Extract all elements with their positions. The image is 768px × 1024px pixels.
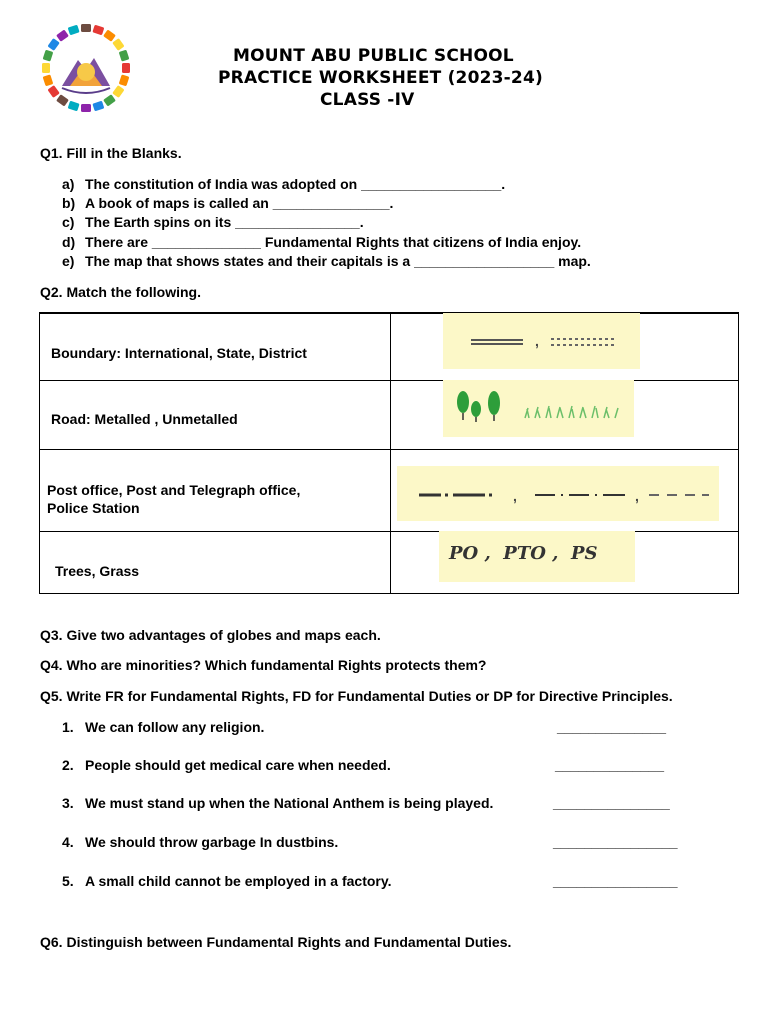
logo-ring-segment xyxy=(119,74,130,86)
logo-ring-segment xyxy=(92,25,104,36)
school-logo-icon xyxy=(38,24,134,112)
po-pto-ps-label: PO , PTO , PS xyxy=(449,543,598,564)
answer-blank[interactable]: ________________ xyxy=(553,834,678,850)
po-pto-ps-symbol xyxy=(439,531,635,582)
match-table xyxy=(39,312,739,594)
boundary-lines-icon xyxy=(443,313,640,369)
match-left-item: Road: Metalled , Unmetalled xyxy=(51,411,238,427)
q5-item: 2. People should get medical care when needed. xyxy=(62,757,391,773)
logo-ring-segment xyxy=(43,50,54,62)
q5-item: 1. We can follow any religion. xyxy=(62,719,265,735)
logo-ring-segment xyxy=(112,85,124,98)
class-label: CLASS -IV xyxy=(320,90,415,110)
road-lines-symbol xyxy=(397,466,719,521)
logo-ring-segment xyxy=(119,50,130,62)
q5-item: 4. We should throw garbage In dustbins. xyxy=(62,834,339,850)
school-logo xyxy=(38,24,134,112)
q3-heading: Q3. Give two advantages of globes and maps each. xyxy=(40,627,381,643)
logo-ring-segment xyxy=(56,29,69,41)
q5-item: 3. We must stand up when the National Anthem is being played. xyxy=(62,795,494,811)
q4-heading: Q4. Who are minorities? Which fundamental Rights protects them? xyxy=(40,657,487,673)
match-left-item: Post office, Post and Telegraph office, Police Station xyxy=(47,482,301,516)
q1-item: c) The Earth spins on its ________________. xyxy=(62,214,364,230)
logo-ring-segment xyxy=(68,25,80,36)
q1-item: a) The constitution of India was adopted on __________________. xyxy=(62,176,506,192)
logo-ring-segment xyxy=(103,94,116,106)
answer-blank[interactable]: _______________ xyxy=(553,795,670,811)
q1-item: e) The map that shows states and their capitals is a __________________ map. xyxy=(62,253,591,269)
q6-heading: Q6. Distinguish between Fundamental Rights and Fundamental Duties. xyxy=(40,934,512,950)
logo-ring-segment xyxy=(56,94,69,106)
school-name: MOUNT ABU PUBLIC SCHOOL xyxy=(233,46,514,66)
logo-ring-segment xyxy=(103,29,116,41)
svg-text:,: , xyxy=(513,488,517,504)
logo-ring-segment xyxy=(47,38,59,51)
worksheet-title: PRACTICE WORKSHEET (2023-24) xyxy=(218,68,543,88)
match-left-item: Trees, Grass xyxy=(55,563,140,579)
logo-ring-segment xyxy=(43,74,54,86)
q1-item: d) There are ______________ Fundamental Rights that citizens of India enjoy. xyxy=(62,234,582,250)
logo-ring-segment xyxy=(81,104,91,112)
match-left-item: Boundary: International, State, District xyxy=(51,345,307,361)
q1-heading: Q1. Fill in the Blanks. xyxy=(40,145,182,161)
answer-blank[interactable]: ______________ xyxy=(555,757,665,773)
logo-ring-segment xyxy=(112,38,124,51)
boundary-lines-symbol xyxy=(443,313,640,369)
logo-ring-segment xyxy=(42,63,50,73)
logo-ring-segment xyxy=(92,101,104,112)
logo-ring-segment xyxy=(47,85,59,98)
q2-heading: Q2. Match the following. xyxy=(40,284,201,300)
logo-ring-segment xyxy=(68,101,80,112)
svg-text:,: , xyxy=(535,333,539,349)
road-lines-icon xyxy=(397,466,719,521)
trees-grass-symbol xyxy=(443,380,634,437)
answer-blank[interactable]: ________________ xyxy=(553,873,678,889)
answer-blank[interactable]: ______________ xyxy=(557,719,667,735)
q5-heading: Q5. Write FR for Fundamental Rights, FD for Fundamental Duties or DP for Directive Principles. xyxy=(40,688,673,704)
q1-item: b) A book of maps is called an _______________. xyxy=(62,195,394,211)
svg-text:,: , xyxy=(635,488,639,504)
q5-item: 5. A small child cannot be employed in a factory. xyxy=(62,873,392,889)
logo-ring-segment xyxy=(81,24,91,32)
logo-ring-segment xyxy=(122,63,130,73)
trees-grass-icon xyxy=(443,380,634,437)
